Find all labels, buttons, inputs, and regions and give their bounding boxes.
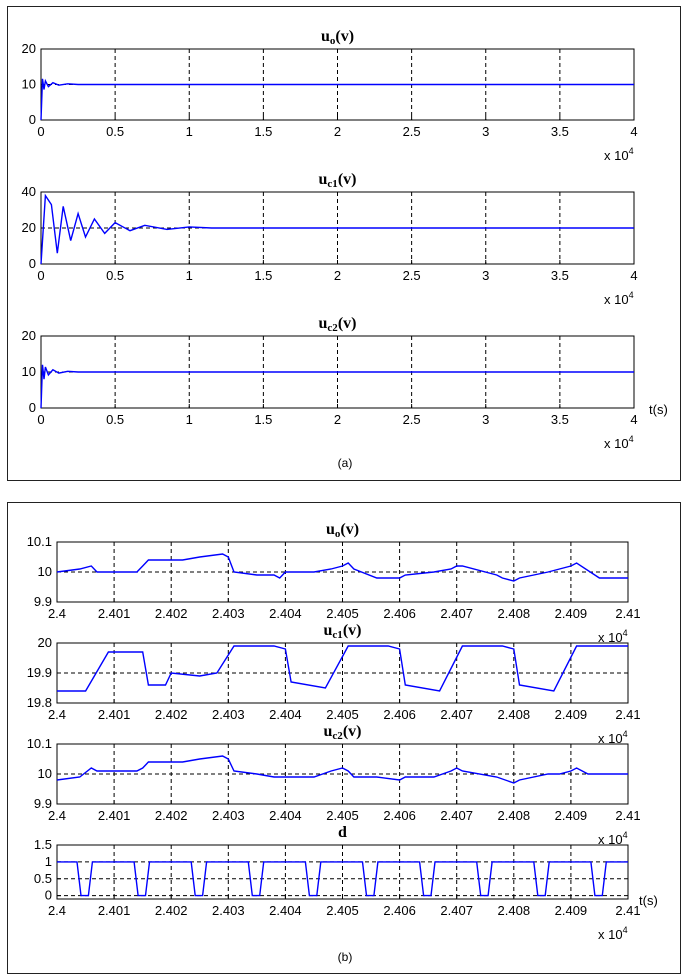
x-tick-label: 3: [482, 124, 490, 139]
y-tick-label: 0.5: [33, 870, 52, 886]
chart-b3: [27, 723, 641, 847]
y-tick-label: 1.5: [33, 837, 52, 852]
y-tick-label: 10: [21, 364, 36, 379]
x-tick-label: 0: [37, 124, 45, 139]
chart-title: d: [338, 824, 347, 841]
x-tick-label: 2.402: [154, 903, 188, 918]
chart-title: uc2(v): [323, 723, 362, 742]
y-tick-label: 9.9: [33, 796, 52, 811]
x-tick-label: 2.406: [383, 903, 416, 918]
x-tick-label: 2.406: [383, 707, 416, 722]
x-tick-label: 0: [37, 268, 45, 283]
x-tick-label: 1: [185, 268, 193, 283]
x-tick-label: 0: [37, 412, 45, 427]
x-tick-label: 2.403: [212, 606, 245, 621]
x-tick-label: 2: [333, 412, 342, 427]
x-tick-label: 2.409: [554, 808, 588, 823]
x-tick-label: 1.5: [254, 268, 273, 283]
x-tick-label: 2.4: [47, 808, 67, 823]
time-axis-label: t(s): [649, 402, 668, 417]
panel-caption: (b): [337, 950, 353, 964]
chart-a2: [22, 171, 638, 307]
x-tick-label: 2.401: [97, 903, 131, 918]
x-tick-label: 2.402: [154, 606, 188, 621]
chart-title: uc1(v): [323, 622, 362, 641]
chart-b2: [27, 622, 641, 746]
x-tick-label: 2.5: [402, 412, 421, 427]
x-tick-label: 0.5: [106, 124, 125, 139]
y-tick-label: 20: [37, 635, 52, 650]
x-tick-label: 2.5: [402, 124, 421, 139]
x-exponent-label: x $10^4$: [598, 925, 628, 942]
x-tick-label: 1: [185, 412, 193, 427]
y-tick-label: 20: [21, 328, 36, 343]
x-tick-label: 2.404: [269, 808, 302, 823]
x-tick-label: 2.401: [97, 707, 131, 722]
x-tick-label: 2.404: [269, 903, 302, 918]
x-tick-label: 2.41: [615, 808, 641, 823]
y-tick-label: 10: [37, 766, 52, 781]
y-tick-label: 19.9: [26, 665, 52, 680]
x-tick-label: 1: [185, 124, 193, 139]
y-tick-label: 0: [28, 112, 36, 127]
x-tick-label: 2.407: [440, 707, 473, 722]
x-tick-label: 2.41: [615, 707, 641, 722]
x-tick-label: 2.409: [554, 903, 588, 918]
x-tick-label: 2.406: [383, 606, 416, 621]
panel-a: [7, 6, 681, 481]
y-tick-label: 10.1: [26, 736, 52, 751]
x-tick-label: 3: [482, 268, 490, 283]
panel-caption: (a): [337, 456, 353, 470]
y-tick-label: 1: [44, 853, 52, 869]
x-tick-label: 2.408: [497, 606, 531, 621]
y-tick-label: 10.1: [26, 534, 52, 549]
panel-a-svg: [8, 7, 682, 482]
chart-b4: [34, 824, 641, 942]
x-tick-label: 2.403: [212, 903, 245, 918]
x-tick-label: 0.5: [106, 268, 125, 283]
x-tick-label: 2.408: [497, 903, 531, 918]
x-exponent-label: x $10^4$: [598, 628, 628, 645]
x-tick-label: 4: [630, 124, 638, 139]
x-tick-label: 2.403: [212, 707, 245, 722]
chart-b1: [27, 521, 641, 645]
x-tick-label: 2.41: [615, 903, 641, 918]
y-tick-label: 10: [21, 76, 36, 92]
x-exponent-label: x $10^4$: [598, 830, 628, 847]
x-tick-label: 3.5: [550, 412, 569, 427]
y-tick-label: 20: [21, 220, 36, 235]
y-tick-label: 20: [21, 41, 36, 56]
x-tick-label: 2.408: [497, 707, 531, 722]
x-tick-label: 2.409: [554, 707, 588, 722]
x-tick-label: 2.405: [326, 606, 359, 621]
x-tick-label: 2.402: [154, 707, 188, 722]
x-tick-label: 2.407: [440, 606, 473, 621]
y-tick-label: 40: [21, 184, 36, 199]
x-tick-label: 2.406: [383, 808, 416, 823]
x-tick-label: 3: [482, 412, 490, 427]
x-exponent-label: x $10^4$: [604, 434, 634, 451]
chart-title: uc1(v): [318, 171, 357, 190]
x-exponent-label: x $10^4$: [604, 290, 634, 307]
x-tick-label: 2.405: [326, 903, 359, 918]
x-tick-label: 2.41: [615, 606, 641, 621]
y-tick-label: 0: [28, 256, 36, 271]
x-tick-label: 2.404: [269, 606, 302, 621]
y-tick-label: 0: [44, 887, 52, 903]
x-tick-label: 1.5: [254, 124, 273, 139]
x-tick-label: 2.402: [154, 808, 188, 823]
x-tick-label: 2.4: [47, 903, 67, 918]
x-tick-label: 2.401: [97, 606, 131, 621]
y-tick-label: 0: [28, 400, 36, 415]
panel-b-svg: [8, 503, 682, 975]
panel-b: [7, 502, 681, 974]
x-tick-label: 2.405: [326, 707, 359, 722]
x-tick-label: 0.5: [106, 412, 125, 427]
x-tick-label: 3.5: [550, 124, 569, 139]
x-tick-label: 2.409: [554, 606, 588, 621]
x-tick-label: 3.5: [550, 268, 569, 283]
x-tick-label: 2.407: [440, 808, 473, 823]
y-tick-label: 10: [37, 564, 52, 579]
x-tick-label: 2.401: [97, 808, 131, 823]
x-tick-label: 2: [333, 124, 342, 139]
x-tick-label: 2.408: [497, 808, 531, 823]
x-exponent-label: x $10^4$: [598, 729, 628, 746]
time-axis-label: t(s): [639, 893, 658, 908]
chart-title: uc2(v): [318, 315, 357, 334]
chart-a1: [22, 28, 638, 163]
x-tick-label: 2.403: [212, 808, 245, 823]
x-exponent-label: x $10^4$: [604, 146, 634, 163]
x-tick-label: 4: [630, 268, 638, 283]
x-tick-label: 2.4: [47, 606, 67, 621]
x-tick-label: 2.5: [402, 268, 421, 283]
x-tick-label: 2.4: [47, 707, 67, 722]
chart-title: uo(v): [325, 521, 360, 540]
x-tick-label: 1.5: [254, 412, 273, 427]
chart-title: uo(v): [320, 28, 355, 47]
chart-a3: [22, 315, 638, 451]
y-tick-label: 19.8: [26, 695, 52, 710]
x-tick-label: 4: [630, 412, 638, 427]
x-tick-label: 2.404: [269, 707, 302, 722]
x-tick-label: 2.407: [440, 903, 473, 918]
x-tick-label: 2: [333, 268, 342, 283]
x-tick-label: 2.405: [326, 808, 359, 823]
y-tick-label: 9.9: [33, 594, 52, 609]
